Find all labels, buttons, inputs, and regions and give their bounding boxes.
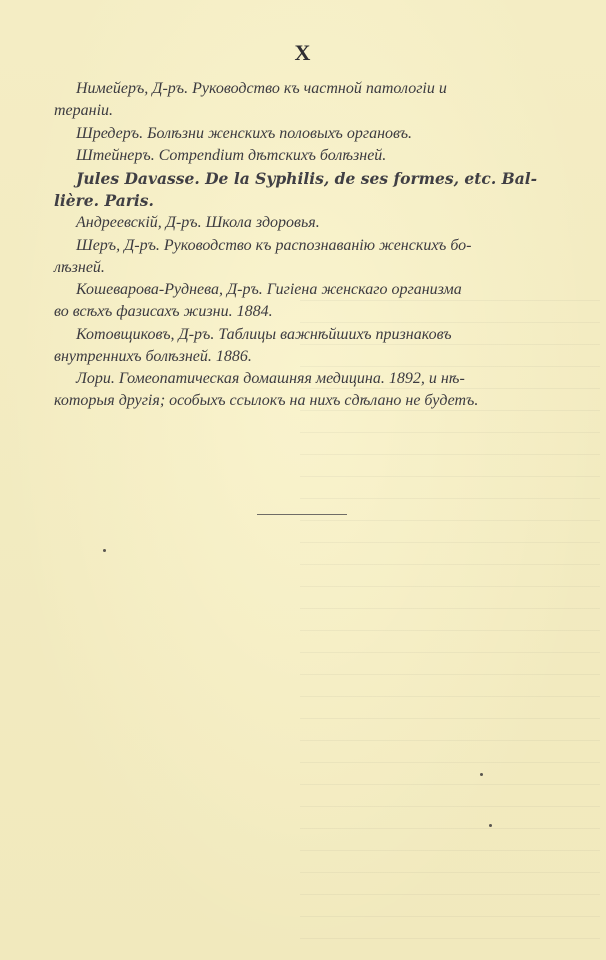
entry-line: Jules Davasse. De la Syphilis, de ses formes, etc. Bal- (76, 168, 538, 188)
entry-line: Котовщиковъ, Д-ръ. Таблицы важнѣйшихъ признаковъ (76, 325, 452, 343)
bibliography-entry (54, 235, 556, 279)
bibliography-entry (54, 324, 556, 368)
entry-line: Штейнеръ. Compendium дѣтскихъ болѣзней. (76, 147, 387, 164)
section-divider (257, 514, 347, 515)
bibliography-entry (76, 145, 556, 167)
paper-speck (103, 549, 106, 552)
entry-line: тераніи. (54, 102, 114, 119)
entry-line: лѣзней. (54, 258, 105, 276)
entry-line: которыя другія; особыхъ ссылокъ на нихъ сдѣлано не будетъ. (54, 392, 479, 409)
entry-line: Шеръ, Д-ръ. Руководство къ распознаванію женскихъ бо- (76, 236, 472, 254)
bibliography-entry (54, 168, 556, 212)
bibliography-entry (54, 279, 556, 323)
entry-line: внутреннихъ болѣзней. 1886. (54, 347, 252, 365)
bibliography-entry (76, 123, 556, 145)
entry-line: lière. Paris. (54, 190, 154, 210)
entry-line: Кошеварова-Руднева, Д-ръ. Гигіена женскаго организма (76, 281, 462, 298)
bibliography-entry (76, 212, 556, 234)
entry-line: во всѣхъ фазисахъ жизни. 1884. (54, 303, 273, 320)
entry-line: Лори. Гомеопатическая домашняя медицина. 1892, и нѣ- (76, 370, 465, 387)
entry-line: Нимейеръ, Д-ръ. Руководство къ частной патологіи и (76, 80, 447, 97)
bibliography-list (54, 78, 556, 413)
bibliography-entry (54, 368, 556, 412)
bibliography-entry (54, 78, 556, 122)
page-number: X (294, 40, 312, 65)
paper-speck (480, 773, 483, 776)
entry-line: Андреевскій, Д-ръ. Школа здоровья. (76, 214, 320, 231)
entry-line: Шредеръ. Болѣзни женскихъ половыхъ органовъ. (76, 124, 413, 142)
paper-speck (489, 824, 492, 827)
